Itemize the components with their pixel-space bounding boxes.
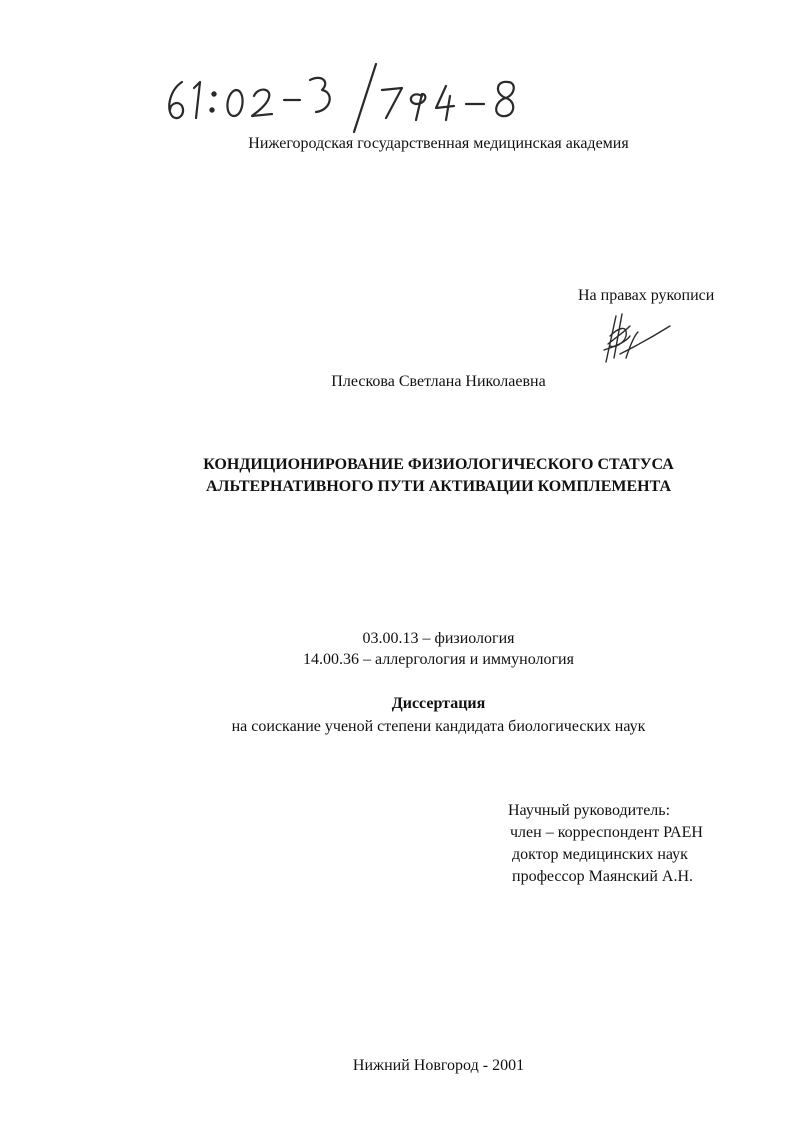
handwritten-archive-code: [150, 60, 550, 135]
title-line-2: АЛЬТЕРНАТИВНОГО ПУТИ АКТИВАЦИИ КОМПЛЕМЕНТА: [205, 478, 672, 495]
dissertation-title: [0, 454, 793, 498]
author-signature: [596, 306, 676, 372]
institution-name: Нижегородская государственная медицинская академия: [248, 135, 629, 152]
place-and-year: Нижний Новгород - 2001: [352, 1057, 525, 1074]
specialty-line-1: 03.00.13 – физиология: [362, 630, 515, 647]
specialty-codes: [0, 628, 793, 670]
title-line-1: КОНДИЦИОНИРОВАНИЕ ФИЗИОЛОГИЧЕСКОГО СТАТУСА: [203, 456, 674, 473]
supervisor-line-1: член – корреспондент РАЕН: [510, 824, 703, 841]
author-name: Плескова Светлана Николаевна: [331, 373, 546, 390]
manuscript-rights-note: На правах рукописи: [578, 287, 715, 304]
work-type: Диссертация: [391, 695, 486, 712]
supervisor-line-3: профессор Маянский А.Н.: [512, 868, 693, 885]
scientific-supervisor: [508, 800, 703, 888]
supervisor-heading: Научный руководитель:: [508, 802, 671, 819]
specialty-line-2: 14.00.36 – аллергология и иммунология: [303, 651, 574, 668]
degree-statement: на соискание ученой степени кандидата биологических наук: [231, 718, 646, 735]
supervisor-line-2: доктор медицинских наук: [512, 846, 688, 863]
